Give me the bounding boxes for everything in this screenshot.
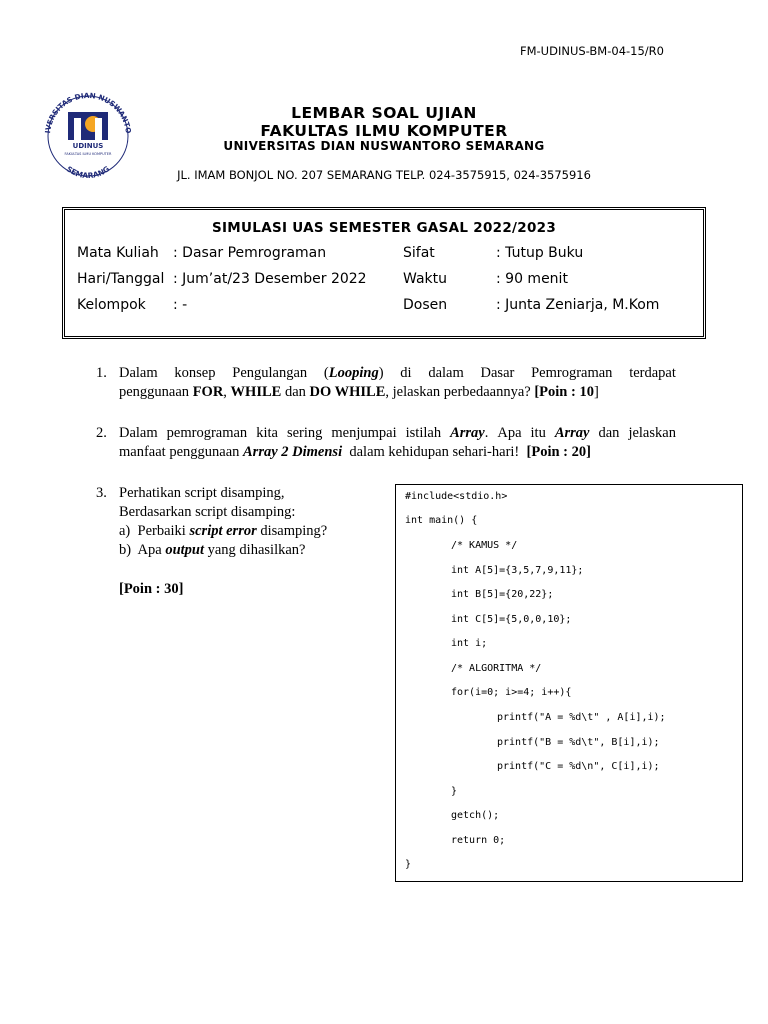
value-waktu: : 90 menit (496, 271, 568, 287)
code-line: int B[5]={20,22}; (451, 589, 554, 600)
code-line: } (405, 859, 412, 870)
university-title: UNIVERSITAS DIAN NUSWANTORO SEMARANG (223, 139, 545, 153)
q1-number: 1. (96, 365, 107, 381)
code-line: getch(); (451, 810, 500, 821)
code-line: int i; (451, 638, 488, 649)
code-line: int main() { (405, 515, 478, 526)
value-sifat: : Tutup Buku (496, 245, 584, 261)
svg-text:FAKULTAS ILMU KOMPUTER: FAKULTAS ILMU KOMPUTER (64, 152, 112, 156)
code-line: printf("A = %d\t" , A[i],i); (497, 712, 666, 723)
form-code: FM-UDINUS-BM-04-15/R0 (520, 44, 664, 58)
faculty-title: FAKULTAS ILMU KOMPUTER (260, 122, 508, 140)
q3-number: 3. (96, 485, 107, 501)
q2-line1: Dalam pemrograman kita sering menjumpai istilah Array. Apa itu Array dan jelaskan (119, 425, 676, 441)
code-line: printf("C = %d\n", C[i],i); (497, 761, 660, 772)
code-line: int C[5]={5,0,0,10}; (451, 614, 572, 625)
exam-title: SIMULASI UAS SEMESTER GASAL 2022/2023 (211, 220, 557, 236)
q1-line2: penggunaan FOR, WHILE dan DO WHILE, jelaskan perbedaannya? [Poin : 10] (119, 384, 599, 400)
value-mata-kuliah: : Dasar Pemrograman (173, 245, 327, 261)
q1-line1: Dalam konsep Pengulangan (Looping) di dalam Dasar Pemrograman terdapat (119, 365, 676, 381)
code-line: #include<stdio.h> (405, 491, 508, 502)
value-dosen: : Junta Zeniarja, M.Kom (496, 297, 660, 313)
svg-text:SEMARANG: SEMARANG (64, 164, 112, 178)
code-box (395, 484, 743, 882)
q3-line2: Berdasarkan script disamping: (119, 504, 296, 520)
value-kelompok: : - (173, 297, 188, 313)
code-line: } (451, 786, 458, 797)
q3-poin: [Poin : 30] (119, 581, 184, 597)
code-line: printf("B = %d\t", B[i],i); (497, 737, 660, 748)
code-line: for(i=0; i>=4; i++){ (451, 687, 572, 698)
exam-info-box (62, 207, 706, 339)
code-line: /* ALGORITMA */ (451, 663, 542, 674)
label-kelompok: Kelompok (77, 297, 146, 313)
doc-title: LEMBAR SOAL UJIAN (291, 104, 477, 122)
q3-line1: Perhatikan script disamping, (119, 485, 285, 501)
value-hari-tanggal: : Jum’at/23 Desember 2022 (173, 271, 367, 287)
label-waktu: Waktu (403, 271, 447, 287)
label-sifat: Sifat (403, 245, 435, 261)
svg-text:UNIVERSITAS DIAN NUSWANTORO: IVERSITAS DIAN NUSWANTO (43, 92, 133, 134)
label-mata-kuliah: Mata Kuliah (77, 245, 159, 261)
q2-line2: manfaat penggunaan Array 2 Dimensi dalam kehidupan sehari-hari! [Poin : 20] (119, 444, 591, 460)
q3-part-a: a) Perbaiki script error disamping? (119, 523, 328, 539)
q3-part-b: b) Apa output yang dihasilkan? (119, 542, 306, 558)
label-hari-tanggal: Hari/Tanggal (77, 271, 165, 287)
code-line: /* KAMUS */ (451, 540, 518, 551)
code-line: int A[5]={3,5,7,9,11}; (451, 565, 584, 576)
svg-text:UDINUS: UDINUS (72, 142, 104, 150)
q2-number: 2. (96, 425, 107, 441)
code-line: return 0; (451, 835, 506, 846)
address: JL. IMAM BONJOL NO. 207 SEMARANG TELP. 024-3575915, 024-3575916 (177, 168, 591, 182)
label-dosen: Dosen (403, 297, 448, 313)
